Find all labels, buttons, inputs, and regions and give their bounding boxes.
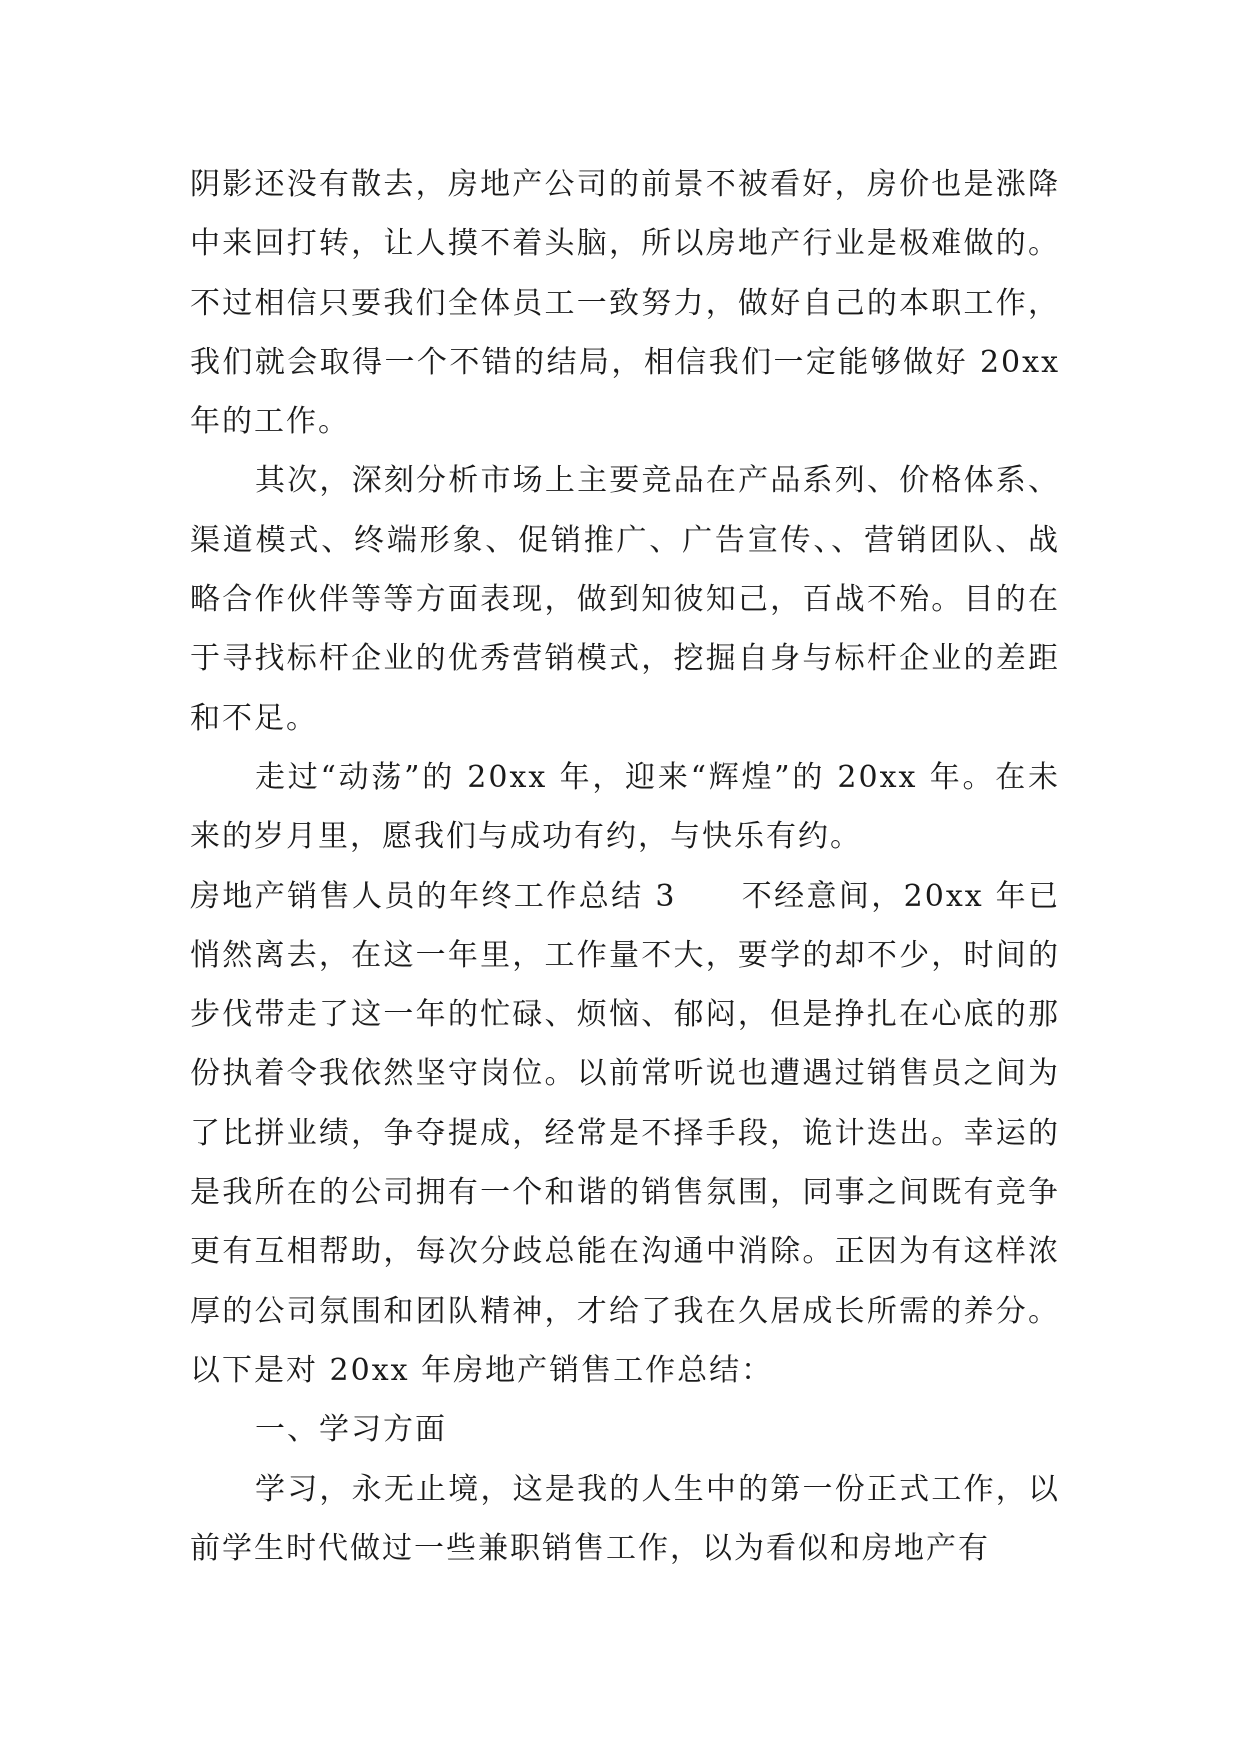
- paragraph-continued: 阴影还没有散去，房地产公司的前景不被看好，房价也是涨降中来回打转，让人摸不着头脑，所以房地产行业是极难做的。不过相信只要我们全体员工一致努力，做好自己的本职工作，我们就会取得一个不错的结局，相信我们一定能够做好 20xx 年的工作。: [190, 167, 1060, 440]
- section-title: 房地产销售人员的年终工作总结 3: [190, 878, 677, 914]
- section-heading-learning: 一、学习方面: [255, 1412, 447, 1448]
- paragraph-summary-3: [190, 867, 1060, 1401]
- paragraph-closing: 走过“动荡”的 20xx 年，迎来“辉煌”的 20xx 年。在未来的岁月里，愿我们与成功有约，与快乐有约。: [190, 759, 1060, 855]
- paragraph-competitor-analysis: 其次，深刻分析市场上主要竞品在产品系列、价格体系、渠道模式、终端形象、促销推广、广告宣传、、营销团队、战略合作伙伴等等方面表现，做到知彼知己，百战不殆。目的在于寻找标杆企业的优秀营销模式，挖掘自身与标杆企业的差距和不足。: [190, 463, 1060, 736]
- paragraph-learning: 学习，永无止境，这是我的人生中的第一份正式工作，以前学生时代做过一些兼职销售工作，以为看似和房地产有: [190, 1471, 1060, 1566]
- document-body: [190, 155, 1060, 1578]
- paragraph-summary-3-body: 不经意间，20xx 年已悄然离去，在这一年里，工作量不大，要学的却不少，时间的步伐带走了这一年的忙碌、烦恼、郁闷，但是挣扎在心底的那份执着令我依然坚守岗位。以前常听说也遭遇过销售员之间为了比拼业绩，争夺提成，经常是不择手段，诡计迭出。幸运的是我所在的公司拥有一个和谐的销售氛围，同事之间既有竞争更有互相帮助，每次分歧总能在沟通中消除。正因为有这样浓厚的公司氛围和团队精神，才给了我在久居成长所需的养分。以下是对 20xx 年房地产销售工作总结：: [190, 878, 1060, 1388]
